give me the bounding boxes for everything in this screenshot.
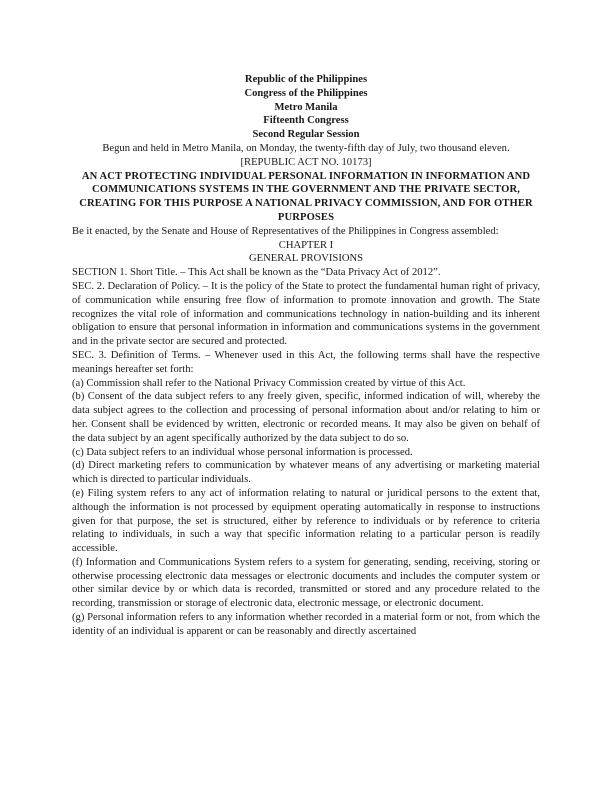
document-body — [72, 73, 540, 639]
section-3-definition-of-terms: SEC. 3. Definition of Terms. – Whenever used in this Act, the following terms shall have the respective meanings hereafter set forth: — [72, 349, 540, 375]
header-congress: Congress of the Philippines — [244, 87, 368, 99]
section-2-declaration-of-policy: SEC. 2. Declaration of Policy. – It is the policy of the State to protect the fundamental human right of privacy, of communication while ensuring free flow of information to promote innovation and growth. The State recognizes the vital role of information and communications technology in nation-building and its inherent obligation to ensure that personal information in information and communications systems in the government and in the private sector are secured and protected. — [72, 280, 540, 348]
definition-c-data-subject: (c) Data subject refers to an individual whose personal information is processed. — [72, 446, 413, 458]
act-title: AN ACT PROTECTING INDIVIDUAL PERSONAL INFORMATION IN INFORMATION AND COMMUNICATIONS SYSTEMS IN THE GOVERNMENT AND THE PRIVATE SECTOR, CREATING FOR THIS PURPOSE A NATIONAL PRIVACY COMMISSION, AND FOR OTHER PURPOSES — [79, 170, 533, 223]
header-session: Second Regular Session — [252, 129, 360, 141]
header-city: Metro Manila — [274, 101, 338, 113]
enacting-clause: Be it enacted, by the Senate and House of Representatives of the Philippines in Congress assembled: — [72, 225, 499, 237]
definition-g-personal-information: (g) Personal information refers to any information whether recorded in a material form or not, from which the identity of an individual is apparent or can be reasonably and directly ascertained — [72, 612, 540, 637]
definition-b-consent: (b) Consent of the data subject refers to any freely given, specific, informed indication of will, whereby the data subject agrees to the collection and processing of personal information about and/or relating to him or her. Consent shall be evidenced by written, electronic or recorded means. It may also be given on behalf of the data subject by an agent specifically authorized by the data subject to do so. — [72, 391, 540, 444]
chapter-name: GENERAL PROVISIONS — [248, 253, 364, 265]
definition-e-filing-system: (e) Filing system refers to any act of information relating to natural or juridical persons to the extent that, although the information is not processed by equipment operating automatically in response to instructions given for that purpose, the set is structured, either by reference to individuals or by reference to criteria relating to individuals, in such a way that specific information relating to a particular person is readily accessible. — [72, 487, 540, 555]
definition-d-direct-marketing: (d) Direct marketing refers to communication by whatever means of any advertising or marketing material which is directed to particular individuals. — [72, 460, 540, 486]
act-number: [REPUBLIC ACT NO. 10173] — [240, 156, 372, 168]
begun-statement: Begun and held in Metro Manila, on Monday, the twenty-fifth day of July, two thousand eleven. — [102, 142, 510, 154]
definition-f-ict-system: (f) Information and Communications System refers to a system for generating, sending, receiving, storing or otherwise processing electronic data messages or electronic documents and includes the computer system or other similar device by or which data is recorded, transmitted or stored and any procedure related to the recording, transmission or storage of electronic data, electronic message, or electronic document. — [72, 556, 540, 610]
definition-a-commission: (a) Commission shall refer to the National Privacy Commission created by virtue of this Act. — [72, 377, 466, 389]
section-1-short-title: SECTION 1. Short Title. – This Act shall be known as the “Data Privacy Act of 2012”. — [72, 267, 441, 279]
header-congress-number: Fifteenth Congress — [263, 115, 349, 127]
header-republic: Republic of the Philippines — [244, 74, 368, 85]
chapter-number: CHAPTER I — [278, 239, 334, 251]
